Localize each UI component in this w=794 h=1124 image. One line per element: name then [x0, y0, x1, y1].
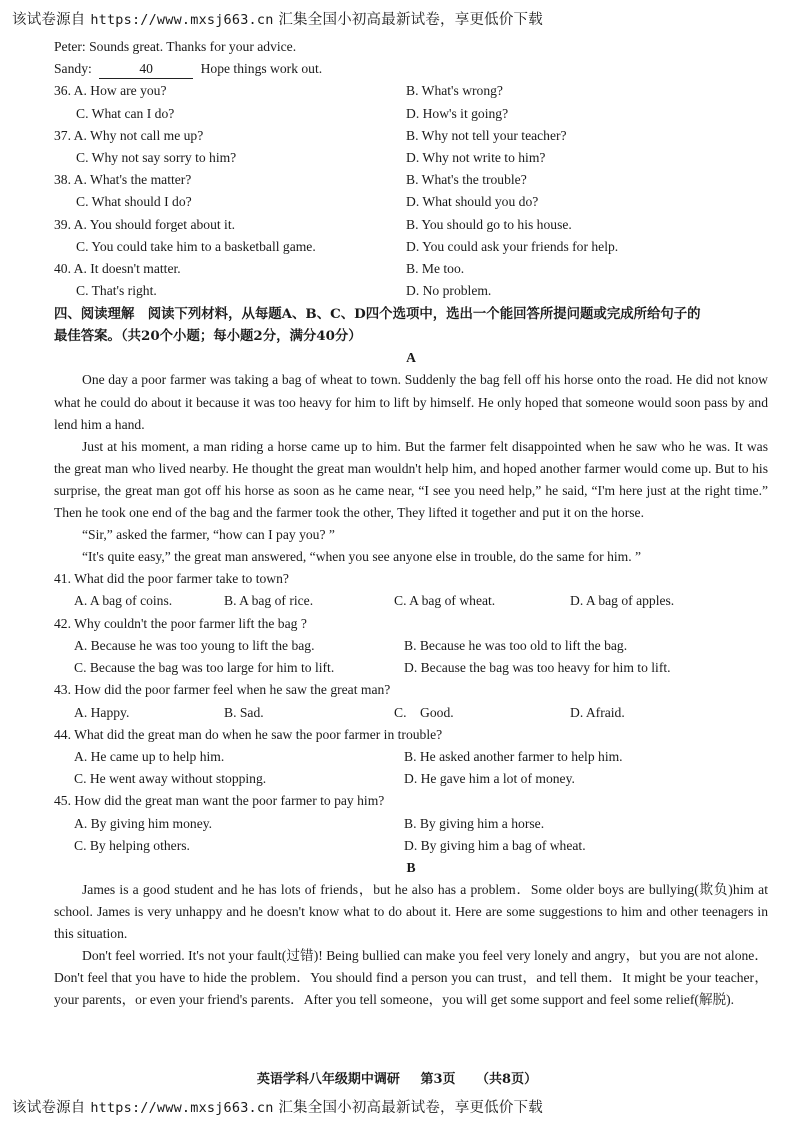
option-b: B. You should go to his house.: [406, 216, 572, 232]
option-c: C. By helping others.: [74, 837, 190, 853]
source-banner-bottom: [12, 1096, 543, 1117]
question-stem: 43. How did the poor farmer feel when he saw the great man?: [54, 682, 391, 698]
passage-a-letter: A: [406, 350, 416, 366]
option-c: C. That's right.: [76, 283, 157, 299]
option-a: A. By giving him money.: [74, 815, 213, 831]
option-d: D. Because the bag was too heavy for him to lift.: [404, 660, 671, 676]
passage-paragraph: James is a good student and he has lots of friends，but he also has a problem．Some older boys are bullying(欺负)him at school. James is very unhappy and he doesn't know what to do about it. Here are some suggestions to him and other teenagers in this situation.: [54, 881, 768, 942]
option-a: 38. A. What's the matter?: [54, 172, 192, 188]
option-a: A. A bag of coins.: [74, 593, 173, 609]
passage-paragraph: “It's quite easy,” the great man answered, “when you see anyone else in trouble, do the same for him. ”: [82, 549, 642, 565]
option-d: D. How's it going?: [406, 105, 509, 121]
option-b: B. A bag of rice.: [224, 593, 314, 609]
passage-paragraph: Don't feel worried. It's not your fault(过错)! Being bullied can make you feel very lonely and angry，but you are not alone．Don't feel that you have to hide the problem．You should find a person you can trust，and tell them．It might be your teacher，your parents，or even your friend's parents．After you tell someone，you will get some support and feel some relief(解脱).: [54, 948, 768, 1008]
footer-total-pages: （共8页）: [476, 1072, 538, 1087]
banner-suffix: 汇集全国小初高最新试卷，享更低价下载: [278, 1100, 543, 1116]
question-stem: 41. What did the poor farmer take to town?: [54, 571, 289, 587]
sandy-label: Sandy:: [54, 61, 92, 77]
option-a: A. Because he was too young to lift the bag.: [74, 637, 315, 653]
question-42: [54, 613, 768, 680]
option-b: B. He asked another farmer to help him.: [404, 748, 623, 764]
passage-b: [54, 879, 768, 1012]
banner-url[interactable]: https://www.mxsj663.cn: [90, 12, 274, 28]
question-stem: 45. How did the great man want the poor farmer to pay him?: [54, 793, 385, 809]
options-row: [54, 702, 768, 724]
passage-paragraph: “Sir,” asked the farmer, “how can I pay you? ”: [82, 527, 335, 543]
sandy-text: Hope things work out.: [200, 61, 323, 77]
option-d: D. What should you do?: [406, 194, 539, 210]
options-row: [54, 590, 768, 612]
option-b: B. By giving him a horse.: [404, 815, 545, 831]
option-d: D. No problem.: [406, 283, 492, 299]
page-footer: [0, 1068, 794, 1087]
option-b: B. Me too.: [406, 261, 465, 277]
passage-paragraph: One day a poor farmer was taking a bag of wheat to town. Suddenly the bag fell off his horse onto the road. He did not know what he could do about it because it was too heavy for him to lift by himself. He only hoped that someone would soon pass by and lend him a hand.: [54, 372, 768, 432]
footer-subject: 英语学科八年级期中调研: [256, 1072, 400, 1087]
option-c: C. Why not say sorry to him?: [76, 150, 237, 166]
option-c: C. You could take him to a basketball game.: [76, 238, 316, 254]
banner-url[interactable]: https://www.mxsj663.cn: [90, 1100, 274, 1116]
cloze-question-40: [54, 258, 768, 302]
dialogue-peter: Peter: Sounds great. Thanks for your advice.: [54, 39, 297, 54]
dialogue-sandy: [54, 58, 768, 80]
option-d: D. A bag of apples.: [570, 593, 675, 609]
question-stem: 44. What did the great man do when he saw the poor farmer in trouble?: [54, 726, 443, 742]
cloze-options: [54, 80, 768, 302]
option-a: A. Happy.: [74, 704, 130, 720]
banner-prefix: 该试卷源自: [12, 1100, 86, 1116]
question-43: [54, 679, 768, 723]
option-d: D. He gave him a lot of money.: [404, 771, 575, 787]
exam-content: [54, 36, 768, 1011]
section-4-heading: [54, 303, 768, 347]
cloze-question-39: [54, 214, 768, 258]
option-c: C. Because the bag was too large for him to lift.: [74, 660, 335, 676]
option-d: D. Why not write to him?: [406, 150, 546, 166]
option-b: B. What's the trouble?: [406, 172, 527, 188]
option-a: 40. A. It doesn't matter.: [54, 261, 181, 277]
options-grid: [54, 635, 768, 679]
passage-paragraph: Just at his moment, a man riding a horse came up to him. But the farmer felt disappointed when he saw who he was. It was the great man who lived nearby. He thought the great man wouldn't help him, and hoped another farmer would come up. But to his surprise, the great man got off his horse as soon as he came near, “I see you need help,” he said, “I'm here just at the right time.” Then he took one end of the bag and the farmer took the other, They lifted it together and put it on the horse.: [54, 438, 768, 520]
question-45: [54, 790, 768, 857]
option-b: B. Why not tell your teacher?: [406, 127, 567, 143]
question-41: [54, 568, 768, 612]
option-c: C. Good.: [394, 704, 454, 720]
section-heading-line-2: 最佳答案。（共20个小题；每小题2分，满分40分）: [54, 328, 362, 345]
option-d: D. You could ask your friends for help.: [406, 238, 619, 254]
option-a: 39. A. You should forget about it.: [54, 216, 236, 232]
option-a: A. He came up to help him.: [74, 748, 225, 764]
option-c: C. He went away without stopping.: [74, 771, 267, 787]
option-a: 37. A. Why not call me up?: [54, 127, 204, 143]
option-a: 36. A. How are you?: [54, 83, 167, 99]
footer-page-number: 第3页: [420, 1072, 456, 1087]
option-c: C. A bag of wheat.: [394, 593, 496, 609]
question-stem: 42. Why couldn't the poor farmer lift the bag ?: [54, 615, 307, 631]
option-d: D. Afraid.: [570, 704, 625, 720]
banner-suffix: 汇集全国小初高最新试卷，享更低价下载: [278, 12, 543, 28]
section-heading-line-1: 四、阅读理解 阅读下列材料，从每题A、B、C、D四个选项中，选出一个能回答所提问题或完成所给句子的: [54, 306, 701, 323]
option-c: C. What can I do?: [76, 105, 175, 121]
cloze-question-36: [54, 80, 768, 124]
passage-b-letter: B: [406, 859, 416, 875]
options-grid: [54, 813, 768, 857]
cloze-question-37: [54, 125, 768, 169]
answer-blank-40: 40: [99, 60, 193, 79]
source-banner-top: [12, 8, 543, 29]
options-grid: [54, 746, 768, 790]
option-b: B. Sad.: [224, 704, 264, 720]
option-b: B. What's wrong?: [406, 83, 503, 99]
passage-a: [54, 369, 768, 568]
banner-prefix: 该试卷源自: [12, 12, 86, 28]
option-d: D. By giving him a bag of wheat.: [404, 837, 586, 853]
option-c: C. What should I do?: [76, 194, 192, 210]
option-b: B. Because he was too old to lift the bag.: [404, 637, 628, 653]
cloze-question-38: [54, 169, 768, 213]
question-44: [54, 724, 768, 791]
